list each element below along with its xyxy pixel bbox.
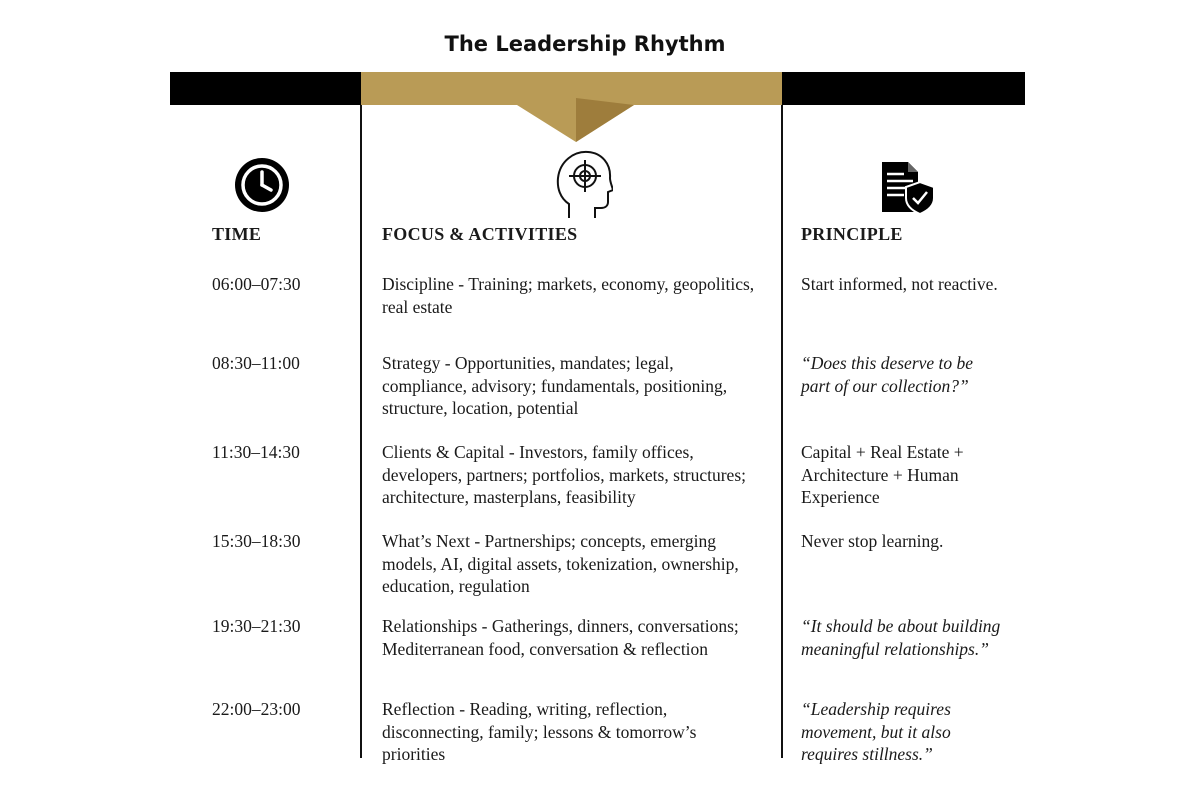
row-principle: “Does this deserve to be part of our collection?” [801, 353, 974, 396]
row-principle: “Leadership requires movement, but it also requires stillness.” [801, 699, 951, 764]
row-focus: Relationships - Gatherings, dinners, conversations; Mediterranean food, conversation & reflection [382, 616, 739, 659]
row-principle: “It should be about building meaningful relationships.” [801, 616, 1001, 659]
row-focus: Clients & Capital - Investors, family offices, developers, partners; portfolios, markets, structures; architecture, masterplans, feasibility [382, 442, 746, 507]
row-time: 06:00–07:30 [212, 274, 301, 294]
head-target-icon [553, 148, 613, 220]
row-principle: Never stop learning. [801, 531, 944, 551]
row-time: 11:30–14:30 [212, 442, 300, 462]
header-band-right [782, 72, 1025, 105]
row-focus: Discipline - Training; markets, economy, geopolitics, real estate [382, 274, 755, 317]
column-divider-right [781, 105, 783, 758]
row-focus: Strategy - Opportunities, mandates; legal, compliance, advisory; fundamentals, positioning, structure, location, potential [382, 353, 728, 418]
row-time: 08:30–11:00 [212, 353, 300, 373]
header-focus: FOCUS & ACTIVITIES [382, 224, 578, 244]
row-principle: Start informed, not reactive. [801, 274, 998, 294]
row-time: 19:30–21:30 [212, 616, 301, 636]
header-principle: PRINCIPLE [801, 224, 903, 244]
row-principle: Capital + Real Estate + Architecture + Human Experience [801, 442, 964, 507]
row-focus: What’s Next - Partnerships; concepts, emerging models, AI, digital assets, tokenization, ownership, education, regulation [382, 531, 739, 596]
document-shield-icon [880, 160, 936, 216]
row-time: 22:00–23:00 [212, 699, 301, 719]
row-focus: Reflection - Reading, writing, reflection, disconnecting, family; lessons & tomorrow’s priorities [382, 699, 697, 764]
column-divider-left [360, 105, 362, 758]
page-title: The Leadership Rhythm [444, 32, 726, 56]
row-time: 15:30–18:30 [212, 531, 301, 551]
header-band-left [170, 72, 361, 105]
header-chevron [361, 72, 782, 142]
header-time: TIME [212, 224, 262, 244]
clock-icon [234, 157, 290, 213]
